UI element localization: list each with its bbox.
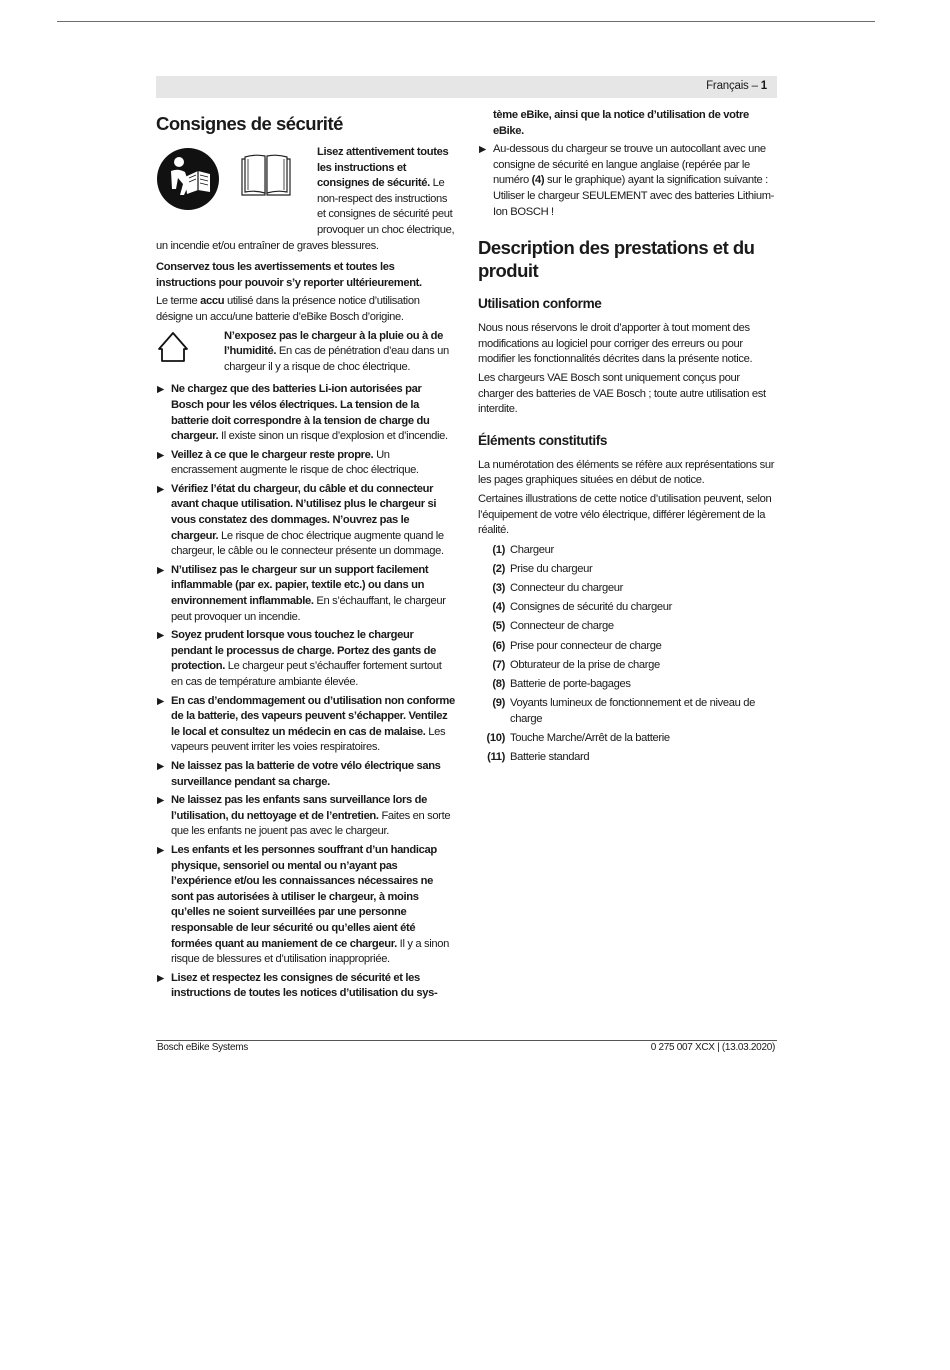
list-item bbox=[478, 750, 776, 766]
part-number: (9) bbox=[492, 697, 505, 710]
part-number: (10) bbox=[486, 731, 505, 744]
list-item bbox=[478, 543, 776, 559]
bullet-text: En s’échauffant, le chargeur peut provoquer un incendie. bbox=[171, 595, 446, 623]
list-item bbox=[156, 563, 455, 625]
part-label: Prise du chargeur bbox=[510, 562, 593, 575]
list-item bbox=[478, 581, 776, 597]
rain-warning bbox=[156, 329, 455, 379]
continued-bold: tème eBike, ainsi que la notice d’utilisation de votre eBike. bbox=[493, 109, 749, 137]
triangle-bullet-icon: ▶ bbox=[157, 384, 164, 396]
footer-company: Bosch eBike Systems bbox=[157, 1042, 249, 1053]
header-page-number: 1 bbox=[760, 80, 767, 92]
list-item bbox=[478, 562, 776, 578]
list-item bbox=[156, 759, 455, 790]
top-rule bbox=[57, 21, 875, 22]
footer-rule bbox=[156, 1040, 777, 1041]
triangle-bullet-icon: ▶ bbox=[157, 844, 164, 856]
list-item bbox=[156, 448, 455, 479]
term-accu-paragraph bbox=[156, 294, 455, 325]
part-label: Batterie standard bbox=[510, 751, 590, 764]
part-number: (6) bbox=[492, 639, 505, 652]
list-item bbox=[156, 793, 455, 840]
bullet-bold: Lisez et respectez les consignes de sécurité et les instructions de toutes les notices d’utilisation du sys- bbox=[171, 971, 438, 1000]
bullet-text: Les vapeurs peuvent irriter les voies respiratoires. bbox=[171, 725, 446, 754]
sticker-bullet-list bbox=[478, 142, 776, 220]
intro-block bbox=[156, 145, 455, 254]
parts-title: Éléments constitutifs bbox=[478, 432, 608, 448]
page-number-label bbox=[706, 80, 767, 92]
safety-bullet-list bbox=[156, 382, 455, 1002]
list-item bbox=[156, 971, 455, 1002]
list-item bbox=[156, 843, 455, 968]
part-number: (7) bbox=[492, 658, 505, 671]
list-item bbox=[478, 658, 776, 674]
list-item bbox=[156, 628, 455, 690]
use-paragraph-2: Les chargeurs VAE Bosch sont uniquement conçus pour charger des batteries de VAE Bosch ; toute autre utilisation est interdite. bbox=[478, 371, 766, 416]
part-label: Voyants lumineux de fonctionnement et de niveau de charge bbox=[510, 697, 755, 725]
continued-bullet bbox=[478, 108, 776, 139]
footer-doc-number: 0 275 007 XCX | (13.03.2020) bbox=[650, 1042, 775, 1053]
parts-paragraph-1: La numérotation des éléments se réfère aux représentations sur les pages graphiques situées en début de notice. bbox=[478, 458, 775, 487]
manual-book-icon bbox=[240, 153, 292, 198]
bullet-text: Il existe sinon un risque d’explosion et d’incendie. bbox=[218, 430, 448, 443]
triangle-bullet-icon: ▶ bbox=[157, 564, 164, 576]
bullet-bold: Vérifiez l’état du chargeur, du câble et du connecteur avant chaque utilisation. N’utilisez plus le chargeur si vous constatez des dommages. N’ouvrez pas le chargeur. bbox=[171, 482, 437, 542]
bullet-text: Le chargeur peut s’échauffer fortement surtout en cas de température ambiante élevée. bbox=[171, 660, 442, 688]
bullet-bold: Ne laissez pas les enfants sans surveillance lors de l’utilisation, du nettoyage et de l’entretien. bbox=[171, 794, 428, 822]
page-header bbox=[156, 76, 777, 98]
right-column bbox=[478, 108, 776, 769]
part-number: (3) bbox=[492, 582, 505, 595]
parts-list bbox=[478, 543, 776, 766]
part-number: (8) bbox=[492, 678, 505, 690]
part-label: Prise pour connecteur de charge bbox=[510, 639, 662, 652]
part-label: Obturateur de la prise de charge bbox=[510, 658, 660, 671]
part-label: Batterie de porte-bagages bbox=[510, 678, 631, 690]
bullet-bold: Ne laissez pas la batterie de votre vélo électrique sans surveillance pendant sa charge. bbox=[171, 759, 441, 788]
bullet-bold: N’utilisez pas le chargeur sur un support facilement inflammable (par ex. papier, textile etc.) ou dans un environnement inflammable. bbox=[171, 563, 429, 608]
triangle-bullet-icon: ▶ bbox=[157, 795, 164, 807]
list-item bbox=[156, 382, 455, 444]
rain-bold: N’exposez pas le chargeur à la pluie ou à de l’humidité. bbox=[224, 329, 443, 358]
part-number: (4) bbox=[492, 601, 505, 614]
parts-paragraph-2: Certaines illustrations de cette notice d’utilisation peuvent, selon l’équipement de votre vélo électrique, différer légèrement de la réalité. bbox=[478, 492, 772, 537]
triangle-bullet-icon: ▶ bbox=[157, 630, 164, 642]
part-label: Chargeur bbox=[510, 543, 554, 556]
part-label: Touche Marche/Arrêt de la batterie bbox=[510, 731, 670, 744]
triangle-bullet-icon: ▶ bbox=[479, 144, 486, 156]
term-word: accu bbox=[200, 295, 225, 308]
left-column bbox=[156, 106, 455, 1005]
list-item bbox=[478, 731, 776, 747]
triangle-bullet-icon: ▶ bbox=[157, 695, 164, 707]
indoor-use-icon bbox=[156, 329, 224, 377]
header-language: Français bbox=[706, 80, 749, 92]
triangle-bullet-icon: ▶ bbox=[157, 972, 164, 984]
part-label: Connecteur de charge bbox=[510, 620, 614, 633]
bullet-text: Le risque de choc électrique augmente quand le chargeur, le câble ou le connecteur présente un dommage. bbox=[171, 529, 444, 558]
intro-bold: Lisez attentivement toutes les instructions et consignes de sécurité. bbox=[317, 146, 449, 190]
section-title: Description des prestations et du produit bbox=[478, 237, 755, 282]
read-manual-icon bbox=[156, 147, 220, 211]
intro-icons bbox=[156, 145, 317, 225]
keep-instructions-bold: Conservez tous les avertissements et toutes les instructions pour pouvoir s’y reporter ultérieurement. bbox=[156, 261, 422, 289]
bullet-bold: En cas d’endommagement ou d’utilisation non conforme de la batterie, des vapeurs peuvent s’échapper. Ventilez le local et consultez un médecin en cas de malaise. bbox=[171, 694, 455, 738]
list-item bbox=[156, 694, 455, 756]
use-title: Utilisation conforme bbox=[478, 296, 602, 312]
sticker-text-pre: Au-dessous du chargeur se trouve un autocollant avec une consigne de sécurité en langue anglaise (repérée par le numéro bbox=[493, 143, 766, 187]
part-number: (1) bbox=[492, 543, 505, 556]
sticker-text-post: sur le graphique) ayant la signification suivante : Utiliser le chargeur SEULEMENT avec des batteries Lithium-Ion BOSCH ! bbox=[493, 174, 775, 218]
rain-text: En cas de pénétration d’eau dans un chargeur il y a risque de choc électrique. bbox=[224, 345, 449, 373]
list-item bbox=[478, 696, 776, 727]
part-label: Connecteur du chargeur bbox=[510, 582, 623, 595]
term-pre: Le terme bbox=[156, 295, 201, 308]
part-number: (2) bbox=[492, 562, 505, 575]
bullet-bold: Veillez à ce que le chargeur reste propre. bbox=[171, 448, 374, 461]
list-item bbox=[478, 600, 776, 616]
triangle-bullet-icon: ▶ bbox=[157, 483, 164, 495]
list-item bbox=[478, 639, 776, 655]
sticker-number: (4) bbox=[531, 174, 545, 187]
bullet-bold: Ne chargez que des batteries Li-ion autorisées par Bosch pour les vélos électriques. La tension de la batterie doit correspondre à la tension de charge du chargeur. bbox=[171, 383, 430, 443]
bullet-bold: Les enfants et les personnes souffrant d’un handicap physique, sensoriel ou mental ou n’ayant pas l’expérience et/ou les connaissances nécessaires ne sont pas autorisées à utiliser le chargeur, à moins qu’elles ne soient surveillées par une personne responsable de leur sécurité ou qu’elles aient été formées quant au maniement de ce chargeur. bbox=[171, 843, 437, 950]
list-item bbox=[478, 677, 776, 693]
header-separator: – bbox=[748, 80, 761, 92]
list-item bbox=[478, 619, 776, 635]
part-number: (5) bbox=[492, 620, 505, 633]
list-item bbox=[156, 482, 455, 560]
triangle-bullet-icon: ▶ bbox=[157, 760, 164, 772]
triangle-bullet-icon: ▶ bbox=[157, 449, 164, 461]
list-item bbox=[478, 142, 776, 220]
part-label: Consignes de sécurité du chargeur bbox=[510, 601, 672, 614]
bullet-text: Faites en sorte que les enfants ne jouent pas avec le chargeur. bbox=[171, 809, 451, 838]
bullet-text: Il y a sinon risque de blessures et d’utilisation inappropriée. bbox=[171, 937, 449, 966]
part-number: (11) bbox=[487, 751, 505, 764]
bullet-text: Un encrassement augmente le risque de choc électrique. bbox=[171, 448, 419, 477]
safety-title: Consignes de sécurité bbox=[156, 113, 343, 134]
keep-instructions bbox=[156, 260, 455, 291]
bullet-bold: Soyez prudent lorsque vous touchez le chargeur pendant le processus de charge. Portez des gants de protection. bbox=[171, 629, 437, 673]
intro-text: Le non-respect des instructions et consignes de sécurité peut provoquer un choc électrique, un incendie et/ou entraîner de graves blessures. bbox=[156, 177, 455, 252]
use-paragraph-1: Nous nous réservons le droit d’apporter à tout moment des modifications au logiciel pour corriger des erreurs ou pour modifier les fonctionnalités décrites dans la présente notice. bbox=[478, 322, 753, 366]
term-post: utilisé dans la présence notice d’utilisation désigne un accu/une batterie d’eBike Bosch d’origine. bbox=[156, 295, 420, 323]
